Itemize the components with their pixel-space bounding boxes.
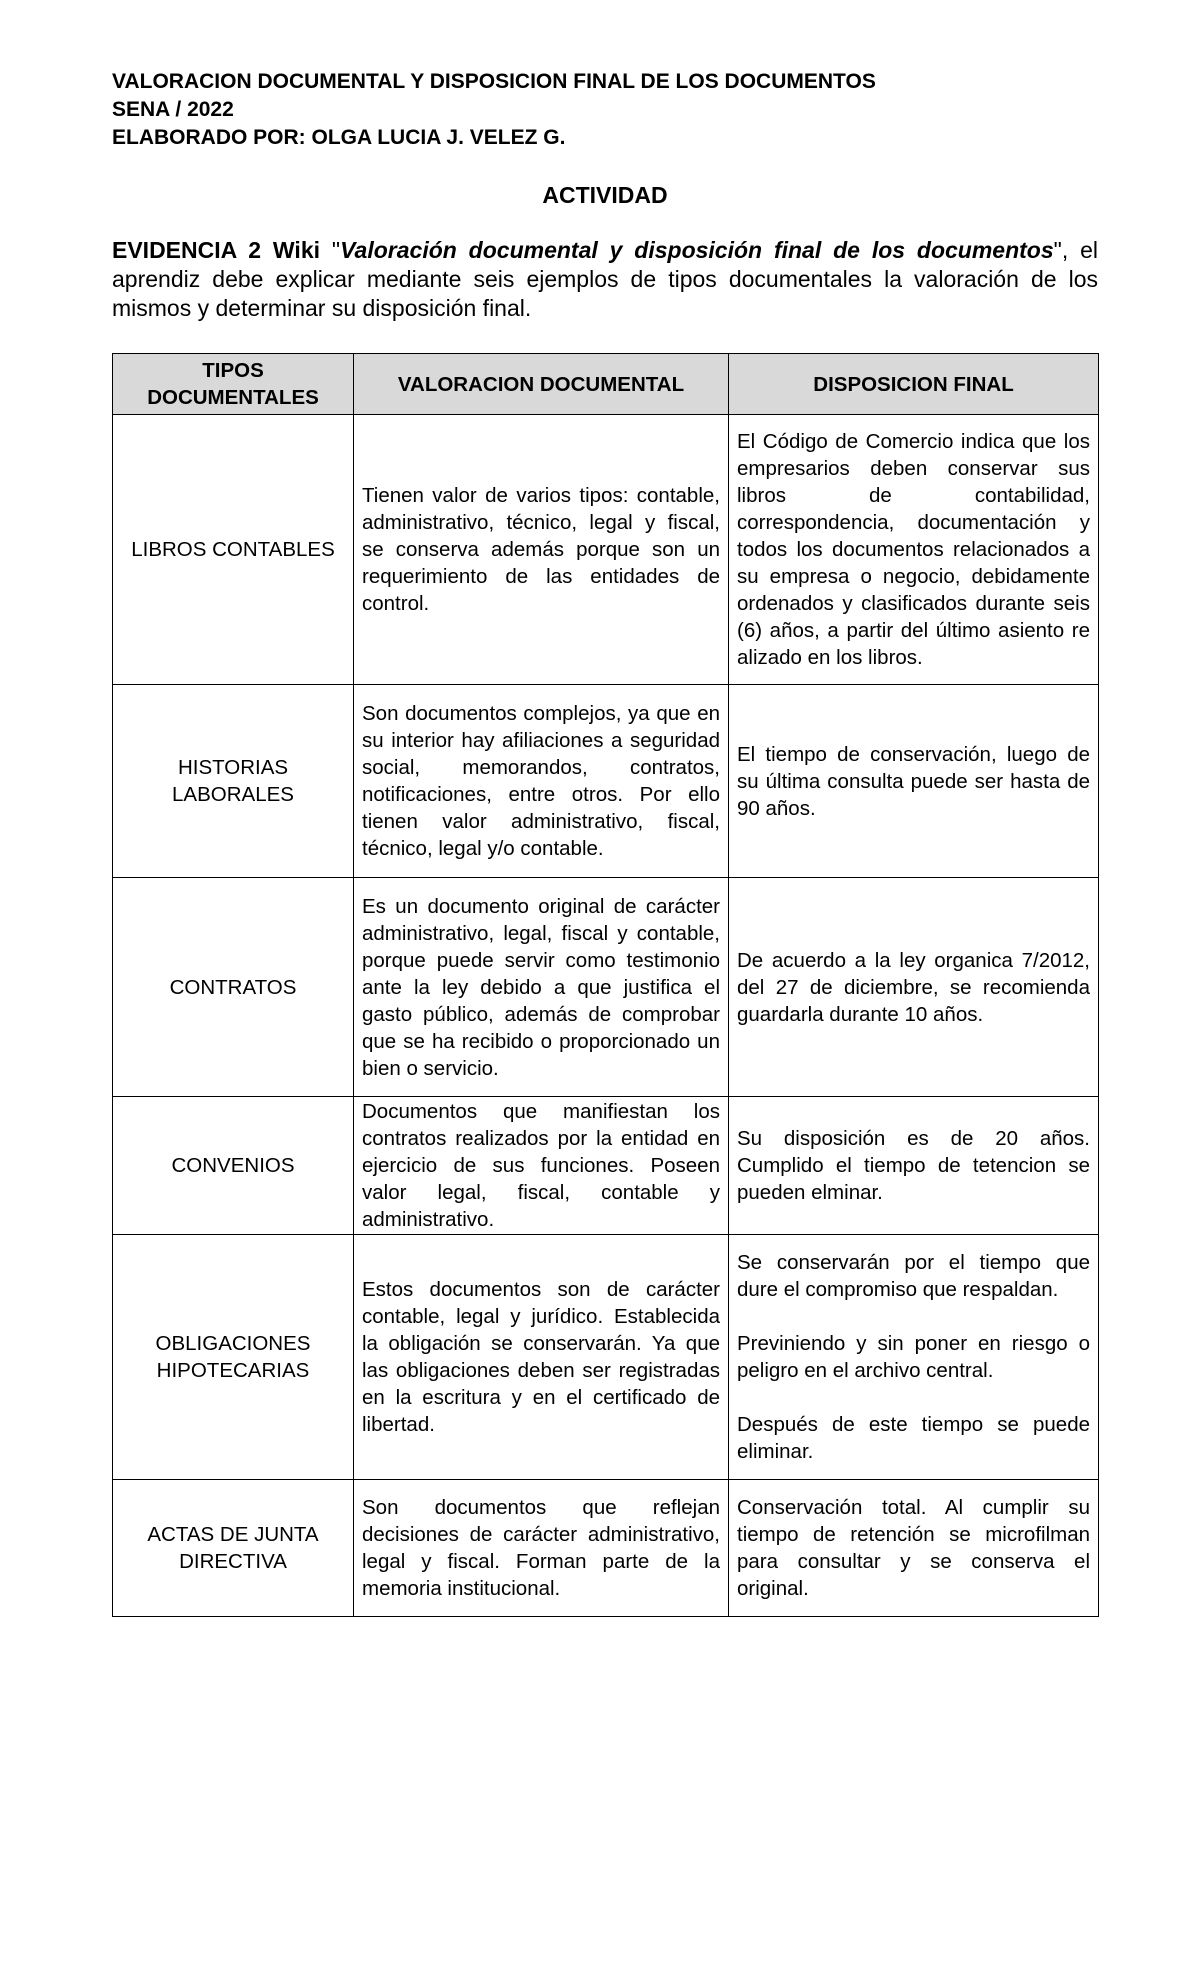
type-cell: OBLIGACIONES HIPOTECARIAS [113,1235,354,1480]
valoracion-cell: Son documentos que reflejan decisiones de carácter administrativo, legal y fiscal. Forman parte de la memoria institucional. [354,1480,729,1617]
disposicion-paragraph: Previniendo y sin poner en riesgo o peligro en el archivo central. [737,1332,1090,1382]
disposicion-paragraph: De acuerdo a la ley organica 7/2012, del 27 de diciembre, se recomienda guardarla durante 10 años. [737,948,1090,1026]
column-header-valoracion: VALORACION DOCUMENTAL [354,354,729,415]
valoracion-cell: Es un documento original de carácter administrativo, legal, fiscal y contable, porque puede servir como testimonio ante la ley debido a que justifica el gasto público, además de comprobar que se ha recibido o proporcionado un bien o servicio. [354,878,729,1097]
disposicion-cell [729,1235,1099,1480]
disposicion-paragraph: El tiempo de conservación, luego de su última consulta puede ser hasta de 90 años. [737,742,1090,820]
disposicion-paragraph: Su disposición es de 20 años. Cumplido el tiempo de tetencion se pueden elminar. [737,1127,1090,1204]
valoracion-cell: Son documentos complejos, ya que en su interior hay afiliaciones a seguridad social, memorandos, contratos, notificaciones, entre otros. Por ello tienen valor administrativo, fiscal, técnico, legal y/o contable. [354,685,729,878]
disposicion-cell [729,1097,1099,1235]
document-page [112,68,1098,1617]
disposicion-cell [729,1480,1099,1617]
column-header-tipos: TIPOS DOCUMENTALES [113,354,354,415]
disposicion-paragraph: El Código de Comercio indica que los empresarios deben conservar sus libros de contabilidad, correspondencia, documentación y todos los documentos relacionados a su empresa o negocio, debidamente ordenados y clasificados durante seis (6) años, a partir del último asiento re alizado en los libros. [737,430,1090,669]
table-row [113,1480,1099,1617]
type-cell: ACTAS DE JUNTA DIRECTIVA [113,1480,354,1617]
type-cell: LIBROS CONTABLES [113,415,354,685]
disposicion-paragraph: Conservación total. Al cumplir su tiempo de retención se microfilman para consultar y se conserva el original. [737,1496,1090,1600]
disposicion-cell [729,685,1099,878]
table-row [113,415,1099,685]
header-title: VALORACION DOCUMENTAL Y DISPOSICION FINAL DE LOS DOCUMENTOS [112,70,876,93]
valoracion-cell: Documentos que manifiestan los contratos realizados por la entidad en ejercicio de sus funciones. Poseen valor legal, fiscal, contable y administrativo. [354,1097,729,1235]
document-header [112,68,1098,152]
disposicion-cell [729,878,1099,1097]
table-header-row [113,354,1099,415]
header-author: ELABORADO POR: OLGA LUCIA J. VELEZ G. [112,126,566,149]
type-cell: CONTRATOS [113,878,354,1097]
column-header-disposicion: DISPOSICION FINAL [729,354,1099,415]
intro-quote-open: " [320,237,341,263]
type-cell: HISTORIAS LABORALES [113,685,354,878]
intro-lead: EVIDENCIA 2 Wiki [112,237,321,263]
valoracion-cell: Estos documentos son de carácter contable, legal y jurídico. Establecida la obligación se conservarán. Ya que las obligaciones deben ser registradas en la escritura y en el certificado de libertad. [354,1235,729,1480]
valoracion-table [112,353,1099,1617]
type-cell: CONVENIOS [113,1097,354,1235]
disposicion-paragraph: Se conservarán por el tiempo que dure el compromiso que respaldan. [737,1251,1090,1301]
valoracion-cell: Tienen valor de varios tipos: contable, administrativo, técnico, legal y fiscal, se conserva además porque son un requerimiento de las entidades de control. [354,415,729,685]
intro-italic-title: Valoración documental y disposición final de los documentos [340,237,1054,263]
activity-title: ACTIVIDAD [542,182,668,208]
header-institution-year: SENA / 2022 [112,98,234,121]
intro-rest: ", el aprendiz debe explicar mediante seis ejemplos de tipos documentales la valoración de los mismos y determinar su disposición final. [112,237,1098,321]
disposicion-paragraph: Después de este tiempo se puede eliminar. [737,1413,1090,1463]
table-row [113,1097,1099,1235]
table-row [113,1235,1099,1480]
disposicion-cell [729,415,1099,685]
intro-paragraph [112,236,1098,323]
table-row [113,878,1099,1097]
table-row [113,685,1099,878]
